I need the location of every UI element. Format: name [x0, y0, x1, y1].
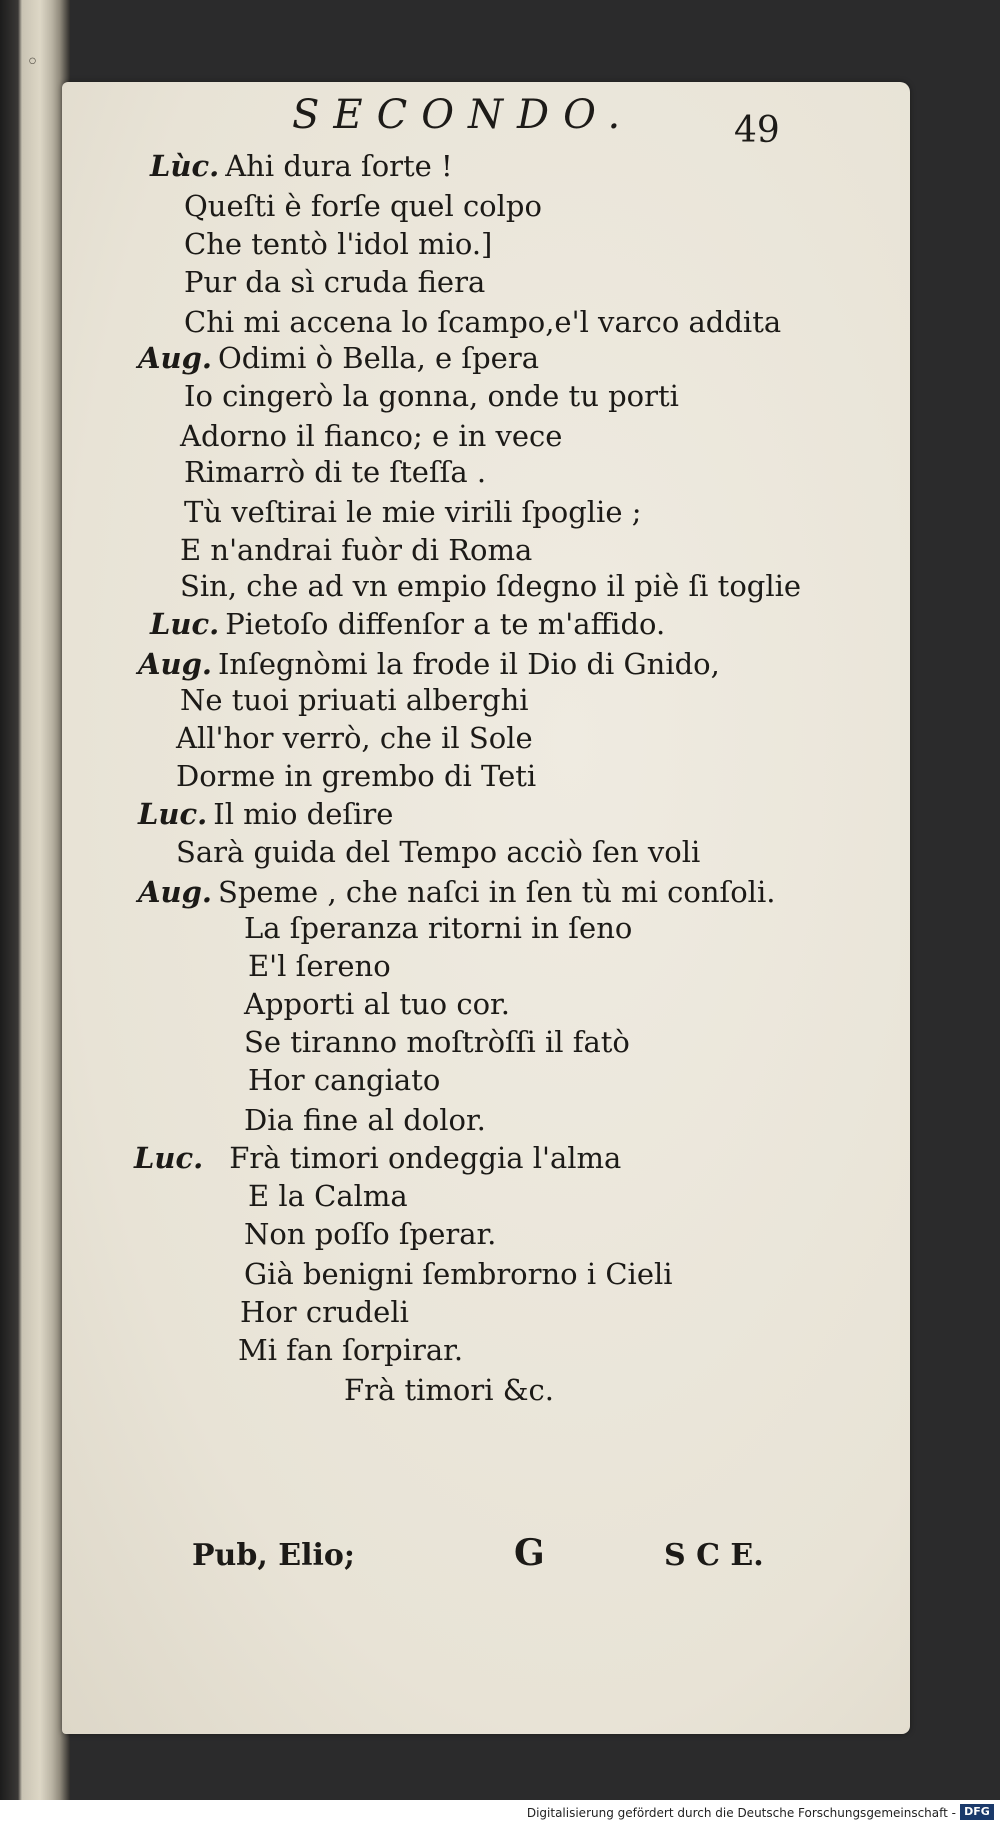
text-line — [150, 606, 665, 642]
speaker-label: Lùc. — [150, 149, 220, 183]
book-binding — [0, 0, 70, 1828]
text-line — [184, 378, 679, 414]
line-text: E'l ſereno — [248, 949, 391, 983]
text-line — [138, 646, 720, 682]
line-text: Sin, che ad vn empio ſdegno il piè ſi toglie — [180, 569, 802, 603]
footer-credit: Digitalisierung gefördert durch die Deutsche Forschungsgemeinschaft - — [526, 1806, 956, 1820]
text-line — [244, 1256, 673, 1292]
line-text: Queſti è forſe quel colpo — [184, 189, 542, 223]
line-text: Frà timori ondeggia l'alma — [229, 1141, 622, 1175]
text-line — [240, 1294, 409, 1330]
text-line — [176, 758, 536, 794]
text-line — [244, 910, 632, 946]
speaker-label: Aug. — [138, 647, 212, 681]
text-line — [244, 986, 510, 1022]
line-text: E n'andrai fuòr di Roma — [180, 533, 533, 567]
line-text: Dia fine al dolor. — [244, 1103, 486, 1137]
line-text: Mi fan ſorpirar. — [238, 1333, 464, 1367]
line-text: Il mio deſire — [213, 797, 394, 831]
line-text: Frà timori &c. — [344, 1373, 555, 1407]
text-line — [248, 1178, 408, 1214]
dfg-logo: DFG — [960, 1804, 994, 1820]
line-text: E la Calma — [248, 1179, 408, 1213]
text-line — [180, 568, 801, 604]
text-line — [138, 874, 775, 910]
text-line — [184, 454, 486, 490]
line-text: Rimarrò di te ſteſſa . — [184, 455, 487, 489]
line-text: La ſperanza ritorni in ſeno — [244, 911, 633, 945]
text-line — [184, 188, 542, 224]
line-text: Hor crudeli — [240, 1295, 409, 1329]
text-line — [184, 494, 642, 530]
line-text: Non poſſo ſperar. — [244, 1217, 497, 1251]
text-line — [184, 226, 492, 262]
running-title: SECONDO. — [292, 92, 635, 138]
line-text: Apporti al tuo cor. — [244, 987, 510, 1021]
line-text: Pur da sì cruda fiera — [184, 265, 486, 299]
text-line — [176, 834, 700, 870]
line-text: Hor cangiato — [248, 1063, 441, 1097]
line-text: Io cingerò la gonna, onde tu porti — [184, 379, 679, 413]
catchword-right: S C E. — [664, 1538, 764, 1573]
text-line — [150, 148, 453, 184]
line-text: Pietoſo diffenſor a te m'affido. — [225, 607, 666, 641]
line-text: Se tiranno moſtròſſi il fatò — [244, 1025, 630, 1059]
text-line — [244, 1216, 496, 1252]
text-line — [134, 1140, 621, 1176]
line-text: Che tentò l'idol mio.] — [184, 227, 493, 261]
page-number: 49 — [734, 110, 780, 151]
text-line — [244, 1102, 486, 1138]
line-text: Sarà guida del Tempo acciò ſen voli — [176, 835, 701, 869]
line-text: Ahi dura ſorte ! — [225, 149, 453, 183]
signature-mark: G — [514, 1532, 545, 1574]
text-line — [184, 264, 485, 300]
speaker-label: Aug. — [138, 875, 212, 909]
catchword-left: Pub, Elio; — [192, 1538, 355, 1573]
text-line — [344, 1372, 554, 1408]
speaker-label: Luc. — [150, 607, 220, 641]
text-line — [248, 1062, 440, 1098]
text-line — [138, 340, 539, 376]
binding-fragment: ◦ — [26, 50, 39, 75]
line-text: Speme , che naſci in ſen tù mi conſoli. — [217, 875, 776, 909]
text-line — [180, 682, 529, 718]
line-text: Odimi ò Bella, e ſpera — [217, 341, 539, 375]
speaker-label: Luc. — [138, 797, 208, 831]
speaker-label: Aug. — [138, 341, 212, 375]
line-text: Adorno il fianco; e in vece — [180, 419, 563, 453]
text-line — [248, 948, 391, 984]
line-text: Tù veſtirai le mie virili ſpoglie ; — [184, 495, 642, 529]
line-text: Ne tuoi priuati alberghi — [180, 683, 529, 717]
text-line — [244, 1024, 630, 1060]
line-text: All'hor verrò, che il Sole — [176, 721, 533, 755]
text-line — [180, 418, 562, 454]
text-line — [238, 1332, 463, 1368]
line-text: Inſegnòmi la frode il Dio di Gnido, — [217, 647, 720, 681]
speaker-label: Luc. — [134, 1141, 204, 1175]
text-line — [138, 796, 393, 832]
text-line — [176, 720, 533, 756]
text-line — [184, 304, 781, 340]
text-line — [180, 532, 532, 568]
line-text: Chi mi accena lo ſcampo,e'l varco addita — [184, 305, 782, 339]
line-text: Dorme in grembo di Teti — [176, 759, 537, 793]
line-text: Già benigni ſembrorno i Cieli — [244, 1257, 673, 1291]
